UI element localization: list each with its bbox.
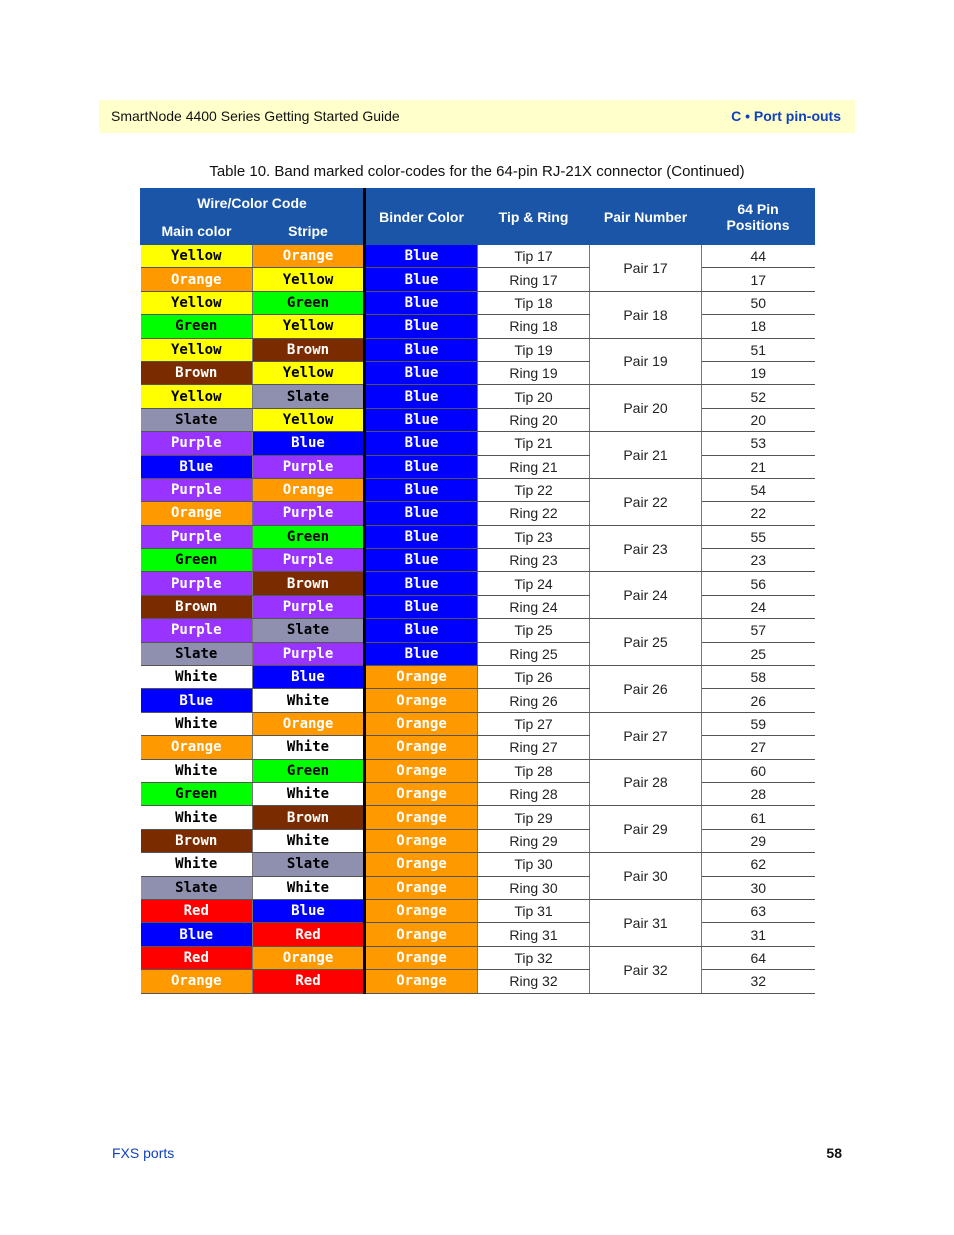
tip-ring-cell: Tip 25 (478, 619, 590, 642)
binder-color-cell: Orange (365, 923, 478, 946)
stripe-color-cell: Orange (253, 712, 365, 735)
stripe-color-cell: White (253, 736, 365, 759)
pin-positions-header (702, 189, 815, 245)
pin-position-cell: 22 (702, 502, 815, 525)
binder-color-cell: Orange (365, 876, 478, 899)
binder-color-cell: Orange (365, 829, 478, 852)
stripe-color-cell: Yellow (253, 408, 365, 431)
stripe-color-cell: Red (253, 923, 365, 946)
pair-number-cell: Pair 21 (590, 432, 702, 479)
tip-ring-cell: Ring 32 (478, 970, 590, 993)
binder-color-cell: Orange (365, 853, 478, 876)
pin-positions-line2: Positions (726, 216, 790, 233)
tip-ring-cell: Ring 25 (478, 642, 590, 665)
tip-ring-cell: Tip 18 (478, 291, 590, 314)
pin-position-cell: 20 (702, 408, 815, 431)
table-row (141, 970, 815, 993)
main-color-cell: Purple (141, 525, 253, 548)
table-row (141, 291, 815, 314)
binder-color-cell: Blue (365, 478, 478, 501)
main-color-cell: Orange (141, 268, 253, 291)
stripe-color-cell: Red (253, 970, 365, 993)
pair-number-cell: Pair 32 (590, 946, 702, 993)
stripe-color-cell: Purple (253, 549, 365, 572)
pin-position-cell: 27 (702, 736, 815, 759)
tip-ring-cell: Ring 28 (478, 782, 590, 805)
pin-position-cell: 60 (702, 759, 815, 782)
table-caption: Table 10. Band marked color-codes for the 64-pin RJ-21X connector (Continued) (209, 163, 745, 180)
tip-ring-cell: Tip 23 (478, 525, 590, 548)
table-row (141, 642, 815, 665)
stripe-header: Stripe (253, 217, 365, 245)
pin-position-cell: 17 (702, 268, 815, 291)
stripe-color-cell: White (253, 782, 365, 805)
binder-color-cell: Blue (365, 245, 478, 268)
binder-color-cell: Blue (365, 361, 478, 384)
main-color-cell: Orange (141, 736, 253, 759)
tip-ring-cell: Tip 22 (478, 478, 590, 501)
pin-position-cell: 54 (702, 478, 815, 501)
binder-color-cell: Orange (365, 782, 478, 805)
table-row (141, 666, 815, 689)
stripe-color-cell: Blue (253, 899, 365, 922)
pair-number-cell: Pair 20 (590, 385, 702, 432)
table-row (141, 712, 815, 735)
table-row (141, 782, 815, 805)
stripe-color-cell: Green (253, 525, 365, 548)
main-color-cell: Purple (141, 619, 253, 642)
guide-title: SmartNode 4400 Series Getting Started Guide (111, 108, 400, 124)
pin-position-cell: 61 (702, 806, 815, 829)
tip-ring-cell: Ring 26 (478, 689, 590, 712)
pin-position-cell: 26 (702, 689, 815, 712)
binder-color-cell: Blue (365, 455, 478, 478)
main-color-cell: White (141, 806, 253, 829)
pair-number-cell: Pair 22 (590, 478, 702, 525)
pair-number-cell: Pair 23 (590, 525, 702, 572)
main-color-cell: Brown (141, 829, 253, 852)
table-row (141, 455, 815, 478)
main-color-cell: Purple (141, 432, 253, 455)
pin-position-cell: 29 (702, 829, 815, 852)
binder-color-cell: Blue (365, 619, 478, 642)
table-body (141, 245, 815, 994)
page-header (99, 100, 855, 133)
binder-color-cell: Blue (365, 291, 478, 314)
stripe-color-cell: Purple (253, 502, 365, 525)
binder-color-cell: Orange (365, 736, 478, 759)
binder-color-cell: Orange (365, 689, 478, 712)
main-color-cell: Green (141, 782, 253, 805)
pair-number-cell: Pair 31 (590, 899, 702, 946)
tip-ring-cell: Tip 26 (478, 666, 590, 689)
page-number: 58 (826, 1145, 842, 1161)
pair-number-header: Pair Number (590, 189, 702, 245)
table-row (141, 923, 815, 946)
binder-color-cell: Blue (365, 268, 478, 291)
table-row (141, 736, 815, 759)
binder-color-cell: Blue (365, 408, 478, 431)
stripe-color-cell: Purple (253, 595, 365, 618)
binder-color-cell: Orange (365, 712, 478, 735)
main-color-cell: Yellow (141, 385, 253, 408)
binder-color-cell: Blue (365, 549, 478, 572)
stripe-color-cell: Purple (253, 642, 365, 665)
main-color-cell: Slate (141, 408, 253, 431)
stripe-color-cell: Orange (253, 245, 365, 268)
pair-number-cell: Pair 18 (590, 291, 702, 338)
main-color-cell: White (141, 712, 253, 735)
stripe-color-cell: Brown (253, 338, 365, 361)
table-row (141, 806, 815, 829)
table-row (141, 899, 815, 922)
main-color-cell: Blue (141, 455, 253, 478)
section-title: C • Port pin-outs (731, 108, 841, 124)
tip-ring-cell: Tip 29 (478, 806, 590, 829)
pin-position-cell: 32 (702, 970, 815, 993)
pin-position-cell: 51 (702, 338, 815, 361)
tip-ring-header: Tip & Ring (478, 189, 590, 245)
pin-position-cell: 25 (702, 642, 815, 665)
pin-position-cell: 59 (702, 712, 815, 735)
pair-number-cell: Pair 28 (590, 759, 702, 806)
pin-position-cell: 28 (702, 782, 815, 805)
stripe-color-cell: Orange (253, 478, 365, 501)
main-color-cell: Green (141, 549, 253, 572)
table-row (141, 689, 815, 712)
pin-position-cell: 53 (702, 432, 815, 455)
pin-position-cell: 31 (702, 923, 815, 946)
table-row (141, 338, 815, 361)
tip-ring-cell: Tip 24 (478, 572, 590, 595)
main-color-cell: Slate (141, 876, 253, 899)
main-color-cell: White (141, 759, 253, 782)
pair-number-cell: Pair 26 (590, 666, 702, 713)
table-row (141, 619, 815, 642)
main-color-cell: Red (141, 946, 253, 969)
table-row (141, 549, 815, 572)
pin-position-cell: 56 (702, 572, 815, 595)
binder-color-cell: Orange (365, 970, 478, 993)
table-row (141, 268, 815, 291)
pin-position-cell: 62 (702, 853, 815, 876)
table-row (141, 315, 815, 338)
main-color-cell: Red (141, 899, 253, 922)
binder-color-cell: Orange (365, 806, 478, 829)
tip-ring-cell: Ring 23 (478, 549, 590, 572)
tip-ring-cell: Ring 20 (478, 408, 590, 431)
pair-number-cell: Pair 27 (590, 712, 702, 759)
main-color-cell: Brown (141, 595, 253, 618)
main-color-cell: Purple (141, 478, 253, 501)
pin-position-cell: 23 (702, 549, 815, 572)
main-color-cell: Slate (141, 642, 253, 665)
tip-ring-cell: Tip 20 (478, 385, 590, 408)
tip-ring-cell: Tip 27 (478, 712, 590, 735)
tip-ring-cell: Tip 21 (478, 432, 590, 455)
tip-ring-cell: Tip 19 (478, 338, 590, 361)
main-color-cell: Brown (141, 361, 253, 384)
pair-number-cell: Pair 30 (590, 853, 702, 900)
main-color-cell: Blue (141, 923, 253, 946)
pair-number-cell: Pair 24 (590, 572, 702, 619)
tip-ring-cell: Tip 32 (478, 946, 590, 969)
pin-position-cell: 21 (702, 455, 815, 478)
pin-position-cell: 57 (702, 619, 815, 642)
tip-ring-cell: Tip 28 (478, 759, 590, 782)
tip-ring-cell: Tip 17 (478, 245, 590, 268)
pair-number-cell: Pair 17 (590, 245, 702, 292)
pin-position-cell: 19 (702, 361, 815, 384)
binder-color-cell: Blue (365, 572, 478, 595)
binder-color-header: Binder Color (365, 189, 478, 245)
pin-position-cell: 63 (702, 899, 815, 922)
main-color-cell: Yellow (141, 338, 253, 361)
tip-ring-cell: Ring 21 (478, 455, 590, 478)
table-row (141, 853, 815, 876)
stripe-color-cell: Yellow (253, 361, 365, 384)
table-row (141, 946, 815, 969)
footer-section: FXS ports (112, 1145, 175, 1161)
stripe-color-cell: Brown (253, 572, 365, 595)
pin-position-cell: 24 (702, 595, 815, 618)
stripe-color-cell: Slate (253, 853, 365, 876)
color-code-table (140, 188, 815, 994)
binder-color-cell: Blue (365, 642, 478, 665)
stripe-color-cell: Yellow (253, 315, 365, 338)
tip-ring-cell: Ring 27 (478, 736, 590, 759)
table-row (141, 432, 815, 455)
main-color-cell: Orange (141, 502, 253, 525)
stripe-color-cell: White (253, 876, 365, 899)
binder-color-cell: Blue (365, 338, 478, 361)
binder-color-cell: Blue (365, 385, 478, 408)
main-color-cell: Yellow (141, 245, 253, 268)
main-color-cell: Purple (141, 572, 253, 595)
main-color-cell: Orange (141, 970, 253, 993)
table-row (141, 525, 815, 548)
binder-color-cell: Orange (365, 666, 478, 689)
wire-color-code-header: Wire/Color Code (141, 189, 365, 217)
main-color-cell: Yellow (141, 291, 253, 314)
tip-ring-cell: Ring 29 (478, 829, 590, 852)
pin-position-cell: 44 (702, 245, 815, 268)
binder-color-cell: Orange (365, 759, 478, 782)
tip-ring-cell: Ring 17 (478, 268, 590, 291)
tip-ring-cell: Ring 22 (478, 502, 590, 525)
table-row (141, 361, 815, 384)
tip-ring-cell: Ring 31 (478, 923, 590, 946)
pin-position-cell: 55 (702, 525, 815, 548)
table-row (141, 478, 815, 501)
stripe-color-cell: Orange (253, 946, 365, 969)
table-row (141, 595, 815, 618)
tip-ring-cell: Tip 30 (478, 853, 590, 876)
table-row (141, 408, 815, 431)
table-row (141, 572, 815, 595)
binder-color-cell: Blue (365, 315, 478, 338)
stripe-color-cell: Green (253, 291, 365, 314)
table-row (141, 245, 815, 268)
stripe-color-cell: Slate (253, 385, 365, 408)
pin-position-cell: 30 (702, 876, 815, 899)
main-color-cell: Green (141, 315, 253, 338)
main-color-cell: Blue (141, 689, 253, 712)
table-row (141, 759, 815, 782)
stripe-color-cell: Yellow (253, 268, 365, 291)
table-row (141, 829, 815, 852)
binder-color-cell: Blue (365, 502, 478, 525)
binder-color-cell: Orange (365, 899, 478, 922)
table-row (141, 876, 815, 899)
stripe-color-cell: White (253, 689, 365, 712)
stripe-color-cell: Blue (253, 432, 365, 455)
tip-ring-cell: Ring 18 (478, 315, 590, 338)
tip-ring-cell: Ring 19 (478, 361, 590, 384)
pin-positions-line1: 64 Pin (737, 200, 779, 217)
main-color-header: Main color (141, 217, 253, 245)
stripe-color-cell: Blue (253, 666, 365, 689)
pin-position-cell: 52 (702, 385, 815, 408)
tip-ring-cell: Ring 30 (478, 876, 590, 899)
stripe-color-cell: Slate (253, 619, 365, 642)
pair-number-cell: Pair 19 (590, 338, 702, 385)
tip-ring-cell: Ring 24 (478, 595, 590, 618)
stripe-color-cell: Brown (253, 806, 365, 829)
pin-position-cell: 64 (702, 946, 815, 969)
binder-color-cell: Blue (365, 525, 478, 548)
stripe-color-cell: Green (253, 759, 365, 782)
stripe-color-cell: White (253, 829, 365, 852)
stripe-color-cell: Purple (253, 455, 365, 478)
pin-position-cell: 18 (702, 315, 815, 338)
tip-ring-cell: Tip 31 (478, 899, 590, 922)
pin-position-cell: 58 (702, 666, 815, 689)
binder-color-cell: Blue (365, 595, 478, 618)
table-row (141, 385, 815, 408)
pin-position-cell: 50 (702, 291, 815, 314)
main-color-cell: White (141, 853, 253, 876)
main-color-cell: White (141, 666, 253, 689)
table-row (141, 502, 815, 525)
pair-number-cell: Pair 25 (590, 619, 702, 666)
pair-number-cell: Pair 29 (590, 806, 702, 853)
binder-color-cell: Orange (365, 946, 478, 969)
binder-color-cell: Blue (365, 432, 478, 455)
